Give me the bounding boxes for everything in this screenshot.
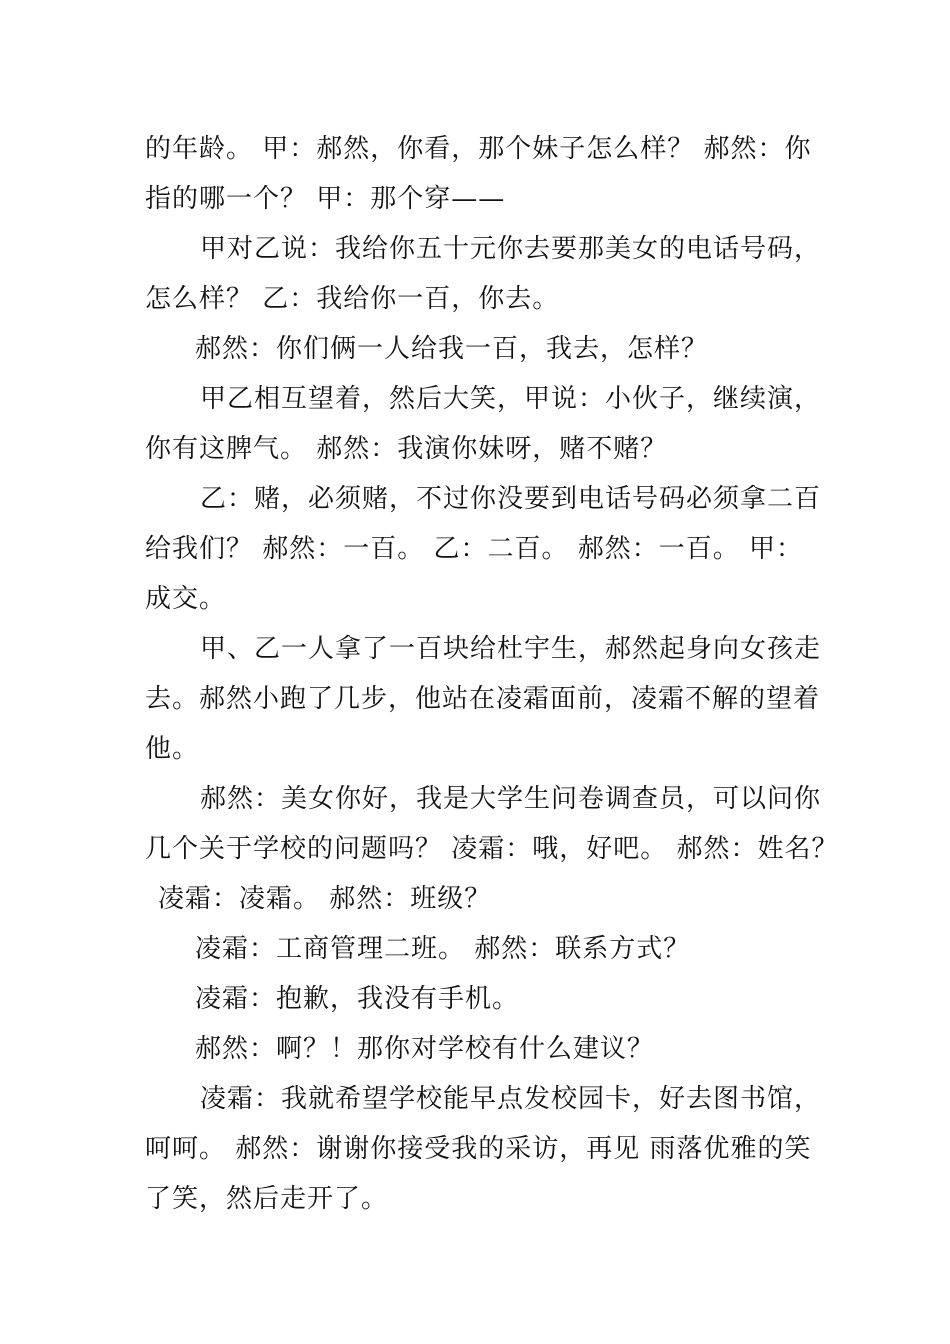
text-line: 去。郝然小跑了几步，他站在凌霜面前，凌霜不解的望着 — [145, 684, 821, 714]
text-line: 呵呵。 郝然：谢谢你接受我的采访，再见 雨落优雅的笑 — [145, 1134, 812, 1164]
text-line: 他。 — [145, 734, 200, 764]
text-line: 甲对乙说：我给你五十元你去要那美女的电话号码， — [200, 234, 822, 264]
text-line: 几个关于学校的问题吗？ 凌霜：哦，好吧。 郝然：姓名？ — [145, 834, 839, 864]
text-line: 郝然：你们俩一人给我一百，我去，怎样？ — [195, 334, 709, 364]
text-line: 甲、乙一人拿了一百块给杜宇生，郝然起身向女孩走 — [200, 634, 822, 664]
text-line: 凌霜：凌霜。 郝然：班级？ — [158, 884, 492, 914]
text-line: 凌霜：我就希望学校能早点发校园卡，好去图书馆， — [200, 1084, 822, 1114]
text-line: 怎么样？ 乙：我给你一百，你去。 — [145, 284, 560, 314]
text-line: 凌霜：抱歉，我没有手机。 — [195, 984, 520, 1014]
text-line: 指的哪一个？ 甲：那个穿—— — [145, 184, 506, 214]
text-line: 成交。 — [145, 584, 227, 614]
text-line: 给我们？ 郝然：一百。 乙：二百。 郝然：一百。 甲： — [145, 534, 804, 564]
text-line: 你有这脾气。 郝然：我演你妹呀，赌不赌？ — [145, 434, 668, 464]
text-line: 的年龄。 甲：郝然，你看，那个妹子怎么样？ 郝然：你 — [145, 134, 812, 164]
text-line: 郝然：美女你好，我是大学生问卷调查员，可以问你 — [200, 784, 822, 814]
text-line: 了笑，然后走开了。 — [145, 1184, 389, 1214]
text-line: 甲乙相互望着，然后大笑，甲说：小伙子，继续演， — [200, 384, 822, 414]
text-line: 郝然：啊？！那你对学校有什么建议？ — [195, 1034, 655, 1064]
text-line: 乙：赌，必须赌，不过你没要到电话号码必须拿二百 — [200, 484, 822, 514]
text-line: 凌霜：工商管理二班。 郝然：联系方式？ — [195, 934, 691, 964]
